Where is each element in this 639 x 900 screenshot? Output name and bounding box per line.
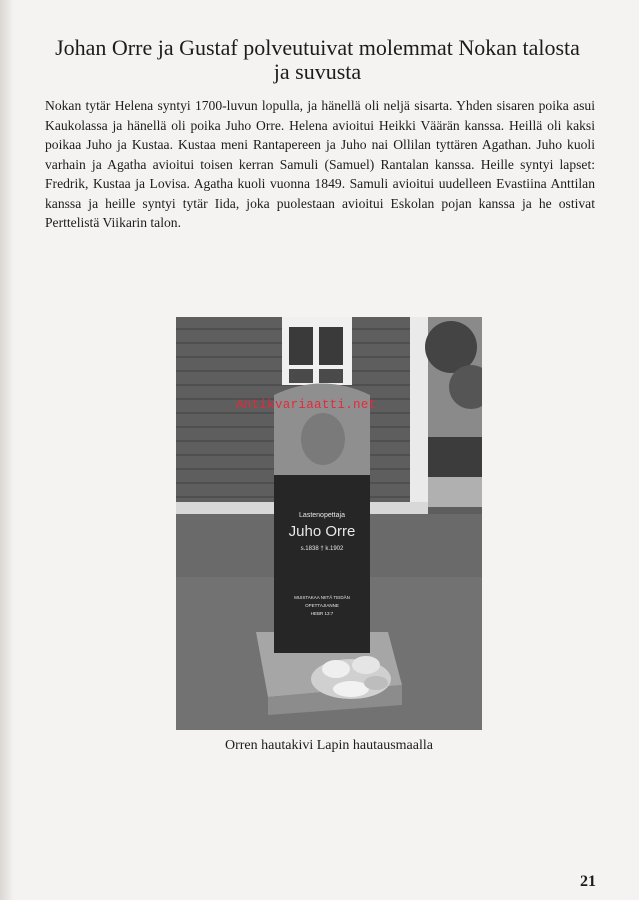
page-heading bbox=[40, 36, 595, 84]
stone-inscription-dedication-2: OPETTAJIANNE bbox=[305, 603, 339, 608]
heading-line-1: Johan Orre ja Gustaf polveutuivat molemmat Nokan talosta bbox=[55, 35, 580, 60]
heading-line-2: ja suvusta bbox=[273, 59, 362, 84]
body-paragraph: Nokan tytär Helena syntyi 1700-luvun lopulla, ja hänellä oli neljä sisarta. Yhden sisaren poika asui Kaukolassa ja hänellä oli poika Juho Orre. Helena avioitui Heikki Väärän kanssa. Heillä oli kaksi poikaa Juho ja Kustaa. Kustaa meni Rantapereen ja Juho nai Ollilan tyttären Agathan. Juho kuoli varhain ja Agatha avioitui toisen kerran Samuli (Samuel) Rantalan kanssa. Heille syntyi lapset: Fredrik, Kustaa ja Lovisa. Agatha kuoli vuonna 1849. Samuli avioitui uudelleen Evastiina Anttilan kanssa ja heille syntyi tytär Iida, joka puolestaan avioitui Eskolan pojan kanssa ja he ostivat Perttelistä Viikarin talon. bbox=[45, 98, 595, 230]
photo-caption: Orren hautakivi Lapin hautausmaalla bbox=[225, 738, 433, 753]
stone-inscription-title: Lastenopettaja bbox=[299, 512, 345, 519]
stone-inscription-name: Juho Orre bbox=[288, 523, 356, 540]
page-edge-shadow bbox=[0, 0, 14, 900]
stone-inscription-dedication-3: HEBR 13:7 bbox=[310, 611, 334, 616]
stone-inscription-dedication-1: MUISTAKAA NIITÄ TEIDÄN bbox=[294, 595, 350, 600]
gravestone-photo bbox=[176, 317, 482, 730]
watermark: Antikvariaatti.net bbox=[236, 398, 377, 412]
page-number: 21 bbox=[580, 873, 596, 890]
stone-inscription-dates: s.1838 † k.1902 bbox=[300, 546, 344, 552]
